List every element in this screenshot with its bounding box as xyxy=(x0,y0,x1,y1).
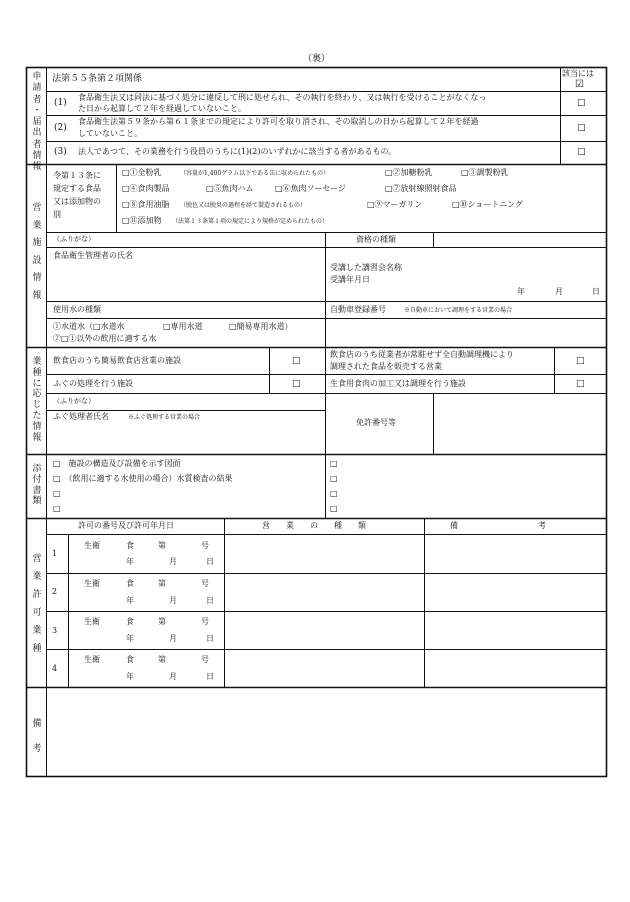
permit-year: 年 xyxy=(126,672,134,681)
permit-prefix: 生衛 xyxy=(84,579,100,588)
food-opt-margarine[interactable]: □⑨マーガリン xyxy=(367,200,423,209)
course-name-label: 受講した講習会名称 xyxy=(330,263,402,272)
permit-month: 月 xyxy=(169,596,177,605)
auto-cooker-checkbox[interactable]: □ xyxy=(576,356,585,366)
furigana-label: （ふりがな） xyxy=(53,235,95,243)
manager-name-label: 食品衛生管理者の氏名 xyxy=(53,251,133,260)
permit-row-number: 1 xyxy=(52,549,58,558)
year-label: 年 xyxy=(517,287,525,296)
applicant-item-num: (1) xyxy=(54,98,67,108)
auto-cooker-label: 飲食店のうち従業者が常駐せず全自動調理機により xyxy=(330,350,514,359)
attachments-section-label: 添 付 書 類 xyxy=(32,464,42,507)
food-opt-whole-milk[interactable]: □①全粉乳 xyxy=(122,168,162,177)
food-opt-note: （脱色又は脱臭の過程を経て製造されるもの） xyxy=(180,202,307,209)
permits-section-label: 営 業 許 可 業 種 xyxy=(32,554,42,654)
simple-restaurant-label: 飲食店のうち簡易飲食店営業の施設 xyxy=(53,356,181,365)
permit-row-number: 4 xyxy=(52,664,58,673)
remarks-field[interactable] xyxy=(48,689,605,775)
raw-meat-label: 生食用食肉の加工又は調理を行う施設 xyxy=(330,379,466,388)
article13-label: 別 xyxy=(53,210,61,219)
permit-year: 年 xyxy=(126,557,134,566)
remarks-section-label: 備 考 xyxy=(32,719,42,755)
food-opt-meat-products[interactable]: □④食肉製品 xyxy=(122,184,170,193)
course-date-label: 受講年月日 xyxy=(330,275,370,284)
permit-row-number: 3 xyxy=(52,626,58,635)
remarks-header: 備 考 xyxy=(450,521,546,530)
food-opt-sweetened-milk[interactable]: □②加糖粉乳 xyxy=(385,168,433,177)
food-opt-irradiated[interactable]: □⑦放射線照射食品 xyxy=(385,184,457,193)
applicant-item-text: 食品衛生法又は同法に基づく処分に違反して刑に処せられ、その執行を終わり、又は執行を受けることがなくなっ xyxy=(78,93,487,102)
furigana-label: （ふりがな） xyxy=(53,397,95,405)
attachment-blank[interactable]: □ xyxy=(53,489,61,498)
permit-number-header: 許可の番号及び許可年月日 xyxy=(78,521,174,530)
check-header: 該当には xyxy=(562,69,594,78)
fugu-facility-label: ふぐの処理を行う施設 xyxy=(53,379,133,388)
permit-month: 月 xyxy=(169,557,177,566)
applicant-item-checkbox[interactable]: □ xyxy=(577,123,586,133)
permit-dai: 第 xyxy=(158,579,166,588)
business-type-header: 営 業 の 種 類 xyxy=(262,521,366,530)
applicant-item-num: (3) xyxy=(54,147,67,157)
applicant-item-text: 法人であつて、その業務を行う役員のうちに(1)(2)のいずれかに該当する者があるもの。 xyxy=(78,147,397,156)
permit-month: 月 xyxy=(169,672,177,681)
water-opt-tap[interactable]: ①水道水（□水道水 xyxy=(53,322,125,331)
food-opt-edible-oil[interactable]: □⑧食用油脂 xyxy=(122,200,170,209)
business-section-label: 業 種 に 応 じ た 情 報 xyxy=(32,357,42,443)
permit-shoku: 食 xyxy=(126,617,134,626)
water-opt-simple[interactable]: □簡易専用水道） xyxy=(229,322,293,331)
fugu-note: ※ふぐ処理する営業の場合 xyxy=(128,414,201,421)
vehicle-note: ※自動車において調理をする営業の場合 xyxy=(404,307,513,314)
day-label: 日 xyxy=(592,287,600,296)
permit-go: 号 xyxy=(201,579,209,588)
food-opt-additives[interactable]: □⑪添加物 xyxy=(122,216,162,225)
article13-label: 又は添加物の xyxy=(53,197,101,206)
permit-prefix: 生衛 xyxy=(84,655,100,664)
food-opt-fish-sausage[interactable]: □⑥魚肉ソーセージ xyxy=(275,184,346,193)
permit-prefix: 生衛 xyxy=(84,541,100,550)
permit-dai: 第 xyxy=(158,541,166,550)
applicant-item-checkbox[interactable]: □ xyxy=(577,147,586,157)
permit-shoku: 食 xyxy=(126,655,134,664)
water-opt-other[interactable]: ②□①以外の飲用に適する水 xyxy=(53,334,157,343)
attachment-blank[interactable]: □ xyxy=(330,459,338,468)
permit-day: 日 xyxy=(206,672,214,681)
attachment-blank[interactable]: □ xyxy=(330,504,338,513)
attachment-blank[interactable]: □ xyxy=(330,474,338,483)
fugu-facility-checkbox[interactable]: □ xyxy=(292,379,301,389)
permit-dai: 第 xyxy=(158,655,166,664)
auto-cooker-label: 調理された食品を販売する営業 xyxy=(330,362,442,371)
applicant-item-checkbox[interactable]: □ xyxy=(577,98,586,108)
article13-label: 令第１３条に xyxy=(53,171,101,180)
attachment-water-test[interactable]: □ （飲用に適する水使用の場合）水質検査の結果 xyxy=(53,474,233,483)
permit-go: 号 xyxy=(201,541,209,550)
fugu-person-label: ふぐ処理者氏名 xyxy=(53,412,109,421)
applicant-header: 法第５５条第２項関係 xyxy=(52,74,143,84)
page-side-label: （裏） xyxy=(303,54,331,64)
raw-meat-checkbox[interactable]: □ xyxy=(576,379,585,389)
vehicle-reg-label: 自動車登録番号 xyxy=(330,305,386,314)
applicant-item-num: (2) xyxy=(54,123,67,133)
food-opt-fish-ham[interactable]: □⑤魚肉ハム xyxy=(206,184,254,193)
applicant-item-text: していないこと。 xyxy=(78,129,142,138)
attachment-blank[interactable]: □ xyxy=(330,489,338,498)
water-type-label: 使用水の種類 xyxy=(53,305,101,314)
applicant-section-label: 申 請 者 ・ 届 出 者 情 報 xyxy=(32,72,42,172)
attachment-floorplan[interactable]: □ 施設の構造及び設備を示す図面 xyxy=(53,459,181,468)
permit-month: 月 xyxy=(169,634,177,643)
permit-go: 号 xyxy=(201,617,209,626)
month-label: 月 xyxy=(555,287,563,296)
permit-row-number: 2 xyxy=(52,587,58,596)
permit-day: 日 xyxy=(206,557,214,566)
permit-year: 年 xyxy=(126,596,134,605)
facility-section-label: 営 業 施 設 情 報 xyxy=(32,203,42,301)
article13-label: 規定する食品 xyxy=(53,184,101,193)
qualification-label: 資格の種類 xyxy=(356,235,396,244)
check-mark-icon: ☑ xyxy=(575,79,584,90)
permit-dai: 第 xyxy=(158,617,166,626)
permit-year: 年 xyxy=(126,634,134,643)
applicant-item-text: 食品衛生法第５９条から第６１条までの規定により許可を取り消され、その取消しの日から起算して２年を経過 xyxy=(78,117,479,126)
food-opt-note: （法第１３条第１項の規定により規格が定められたもの） xyxy=(172,218,329,225)
food-opt-shortening[interactable]: □⑩ショートニング xyxy=(452,200,523,209)
applicant-item-text: た日から起算して２年を経過していないこと。 xyxy=(78,104,246,113)
permit-prefix: 生衛 xyxy=(84,617,100,626)
permit-day: 日 xyxy=(206,596,214,605)
license-no-label: 免許番号等 xyxy=(356,418,396,427)
permit-day: 日 xyxy=(206,634,214,643)
water-opt-private[interactable]: □専用水道 xyxy=(163,322,203,331)
permit-shoku: 食 xyxy=(126,579,134,588)
attachment-blank[interactable]: □ xyxy=(53,504,61,513)
simple-restaurant-checkbox[interactable]: □ xyxy=(292,356,301,366)
permit-shoku: 食 xyxy=(126,541,134,550)
food-opt-formula-milk[interactable]: □③調製粉乳 xyxy=(461,168,509,177)
permit-go: 号 xyxy=(201,655,209,664)
food-opt-note: （容量が1,400グラム以下である缶に収められたもの） xyxy=(180,170,330,177)
